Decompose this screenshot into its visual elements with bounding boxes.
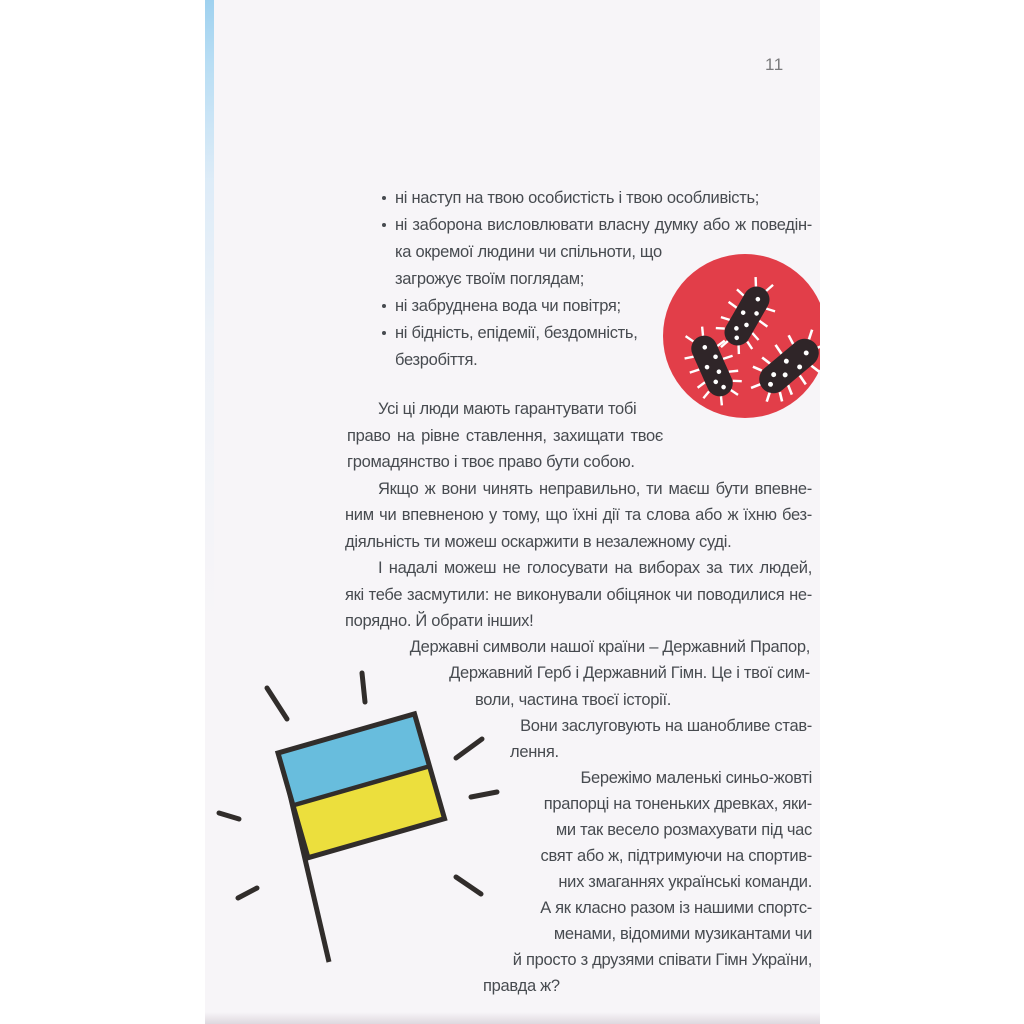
flag-illustration — [219, 673, 497, 962]
paragraph-line: лення. — [510, 743, 559, 761]
paragraph-line: свят або ж, підтримуючи на спортив- — [540, 847, 812, 865]
page-number: 11 — [765, 55, 784, 74]
bullet-line: ка окремої людини чи спільноти, що — [395, 243, 662, 261]
paragraph-line: Вони заслуговують на шанобливе став- — [520, 717, 812, 735]
bullet-line: ні забруднена вода чи повітря; — [395, 297, 621, 315]
paragraph-line: право на рівне ставлення, захищати твоє — [347, 427, 663, 445]
red-circle — [663, 254, 820, 418]
page-edge-blue-tint — [205, 0, 214, 640]
germ-icon — [740, 319, 820, 413]
bullet-dot — [382, 331, 386, 335]
paragraph-line: Усі ці люди мають гарантувати тобі — [378, 400, 637, 418]
paragraph-line: І надалі можеш не голосувати на виборах за тих людей, — [378, 559, 812, 577]
bullet-dot — [382, 223, 386, 227]
paragraph-line: Державні символи нашої країни – Державний Прапор, — [409, 638, 810, 656]
paragraph-line: менами, відомими музикантами чи — [553, 925, 812, 943]
bullet-line: безробіття. — [395, 351, 478, 369]
paragraph-line: прапорці на тоненьких древках, яки- — [543, 795, 812, 813]
flag-blue-stripe — [278, 714, 430, 806]
paragraph-line: порядно. Й обрати інших! — [345, 612, 534, 630]
paragraph-line: діяльність ти можеш оскаржити в незалежному суді. — [345, 533, 732, 551]
germ-icon — [707, 270, 787, 362]
bullet-line: ні бідність, епідемії, бездомність, — [395, 324, 638, 342]
bullet-dot — [382, 304, 386, 308]
flag-pole — [281, 756, 329, 962]
flag-rays — [219, 673, 497, 898]
paragraph-line: громадянство і твоє право бути собою. — [347, 453, 635, 471]
book-page-scan — [205, 0, 820, 1024]
paragraph-line: ми так весело розмахувати під час — [555, 821, 812, 839]
flag-icon — [278, 714, 445, 858]
paragraph-line: Бережімо маленькі синьо-жовті — [580, 769, 812, 787]
flag-yellow-stripe — [293, 766, 445, 858]
paragraph-line: А як класно разом із нашими спортс- — [540, 899, 812, 917]
paragraph-line: правда ж? — [483, 977, 560, 995]
paragraph-line: Державний Герб і Державний Гімн. Це і твої сим- — [449, 664, 810, 682]
bullet-dot — [382, 196, 386, 200]
paragraph-line: них змаганнях українські команди. — [558, 873, 812, 891]
germ-icon — [675, 320, 750, 412]
bullet-line: ні заборона висловлювати власну думку або ж поведін- — [395, 216, 812, 234]
page-bottom-shadow — [205, 1012, 820, 1024]
paragraph-line: воли, частина твоєї історії. — [475, 691, 672, 709]
paragraph-line: ним чи впевненою у тому, що їхні дії та слова або ж їхню без- — [345, 506, 812, 524]
bullet-line: ні наступ на твою особистість і твою особливість; — [395, 189, 760, 207]
germs-illustration — [663, 254, 820, 418]
paragraph-line: Якщо ж вони чинять неправильно, ти маєш бути впевне- — [378, 480, 812, 498]
bullet-line: загрожує твоїм поглядам; — [395, 270, 585, 288]
paragraph-line: й просто з друзями співати Гімн України, — [512, 951, 812, 969]
paragraph-line: які тебе засмутили: не виконували обіцянок чи поводилися не- — [345, 586, 812, 604]
